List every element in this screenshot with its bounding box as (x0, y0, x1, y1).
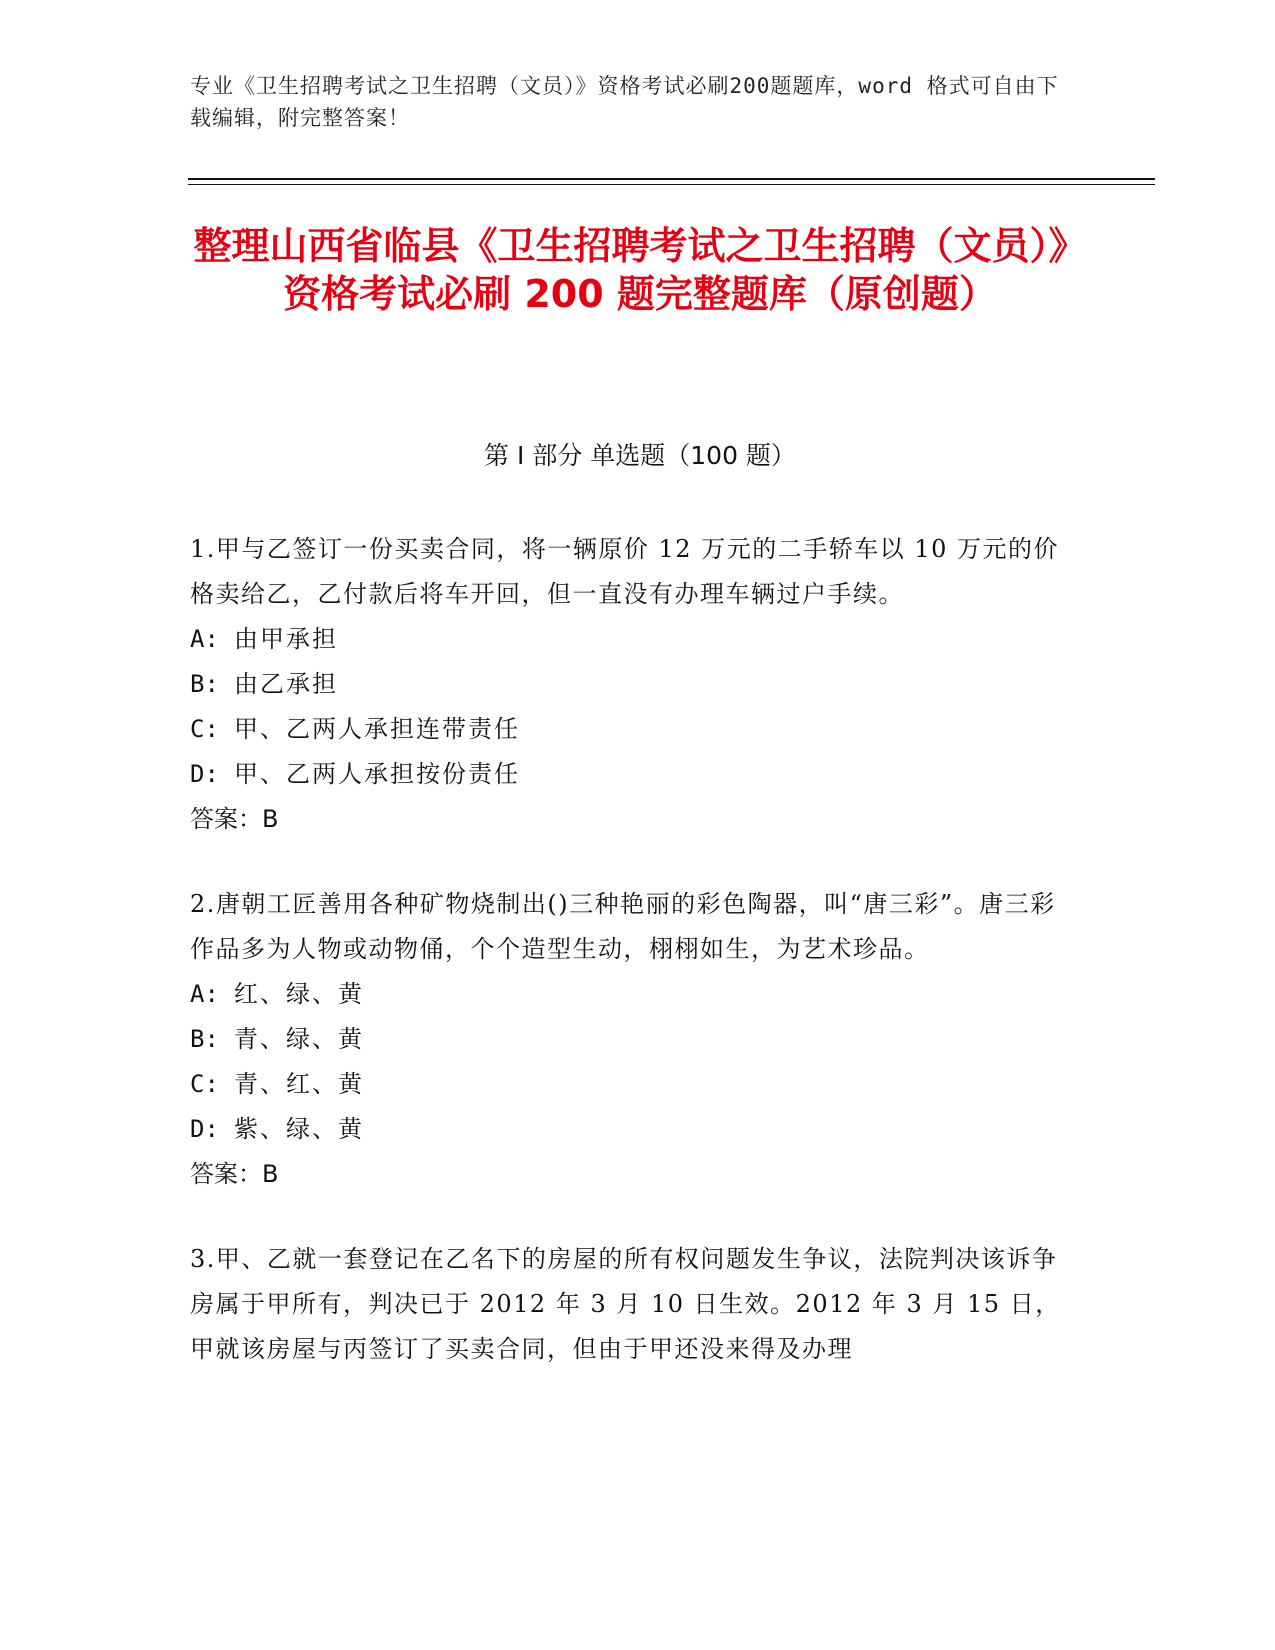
question-option (190, 707, 1070, 752)
question-option (190, 1062, 1070, 1107)
question-list (190, 527, 1070, 1412)
header-divider-thin (188, 184, 1155, 185)
question-stem: 2.唐朝工匠善用各种矿物烧制出()三种艳丽的彩色陶器，叫“唐三彩”。唐三彩作品多为人物或动物俑，个个造型生动，栩栩如生，为艺术珍品。 (190, 890, 1056, 963)
question-answer: 答案：B (190, 1160, 279, 1188)
option-text: 由甲承担 (234, 625, 338, 653)
option-text: 青、绿、黄 (234, 1025, 364, 1053)
question-item (190, 1237, 1070, 1372)
question-stem: 3.甲、乙就一套登记在乙名下的房屋的所有权问题发生争议，法院判决该诉争房属于甲所有，判决已于 2012 年 3 月 10 日生效。2012 年 3 月 15 日，甲就该房屋与丙签订了买卖合同，但由于甲还没来得及办理 (190, 1245, 1061, 1363)
question-answer: 答案：B (190, 805, 279, 833)
header-divider-thick (188, 178, 1155, 180)
option-text: 红、绿、黄 (234, 980, 364, 1008)
option-key: A: (190, 625, 219, 653)
option-text: 甲、乙两人承担按份责任 (234, 760, 520, 788)
question-item (190, 527, 1070, 842)
option-key: B: (190, 670, 219, 698)
question-option (190, 972, 1070, 1017)
option-key: C: (190, 715, 219, 743)
option-text: 由乙承担 (234, 670, 338, 698)
section-title: 第 I 部分 单选题（100 题） (484, 441, 796, 470)
option-key: D: (190, 760, 219, 788)
question-item (190, 882, 1070, 1197)
question-option (190, 1017, 1070, 1062)
option-key: A: (190, 980, 219, 1008)
document-title: 整理山西省临县《卫生招聘考试之卫生招聘（文员）》资格考试必刷 200 题完整题库（原创题） (193, 224, 1087, 316)
document-header-note: 专业《卫生招聘考试之卫生招聘（文员）》资格考试必刷200题题库，word 格式可自由下载编辑，附完整答案！ (190, 74, 1059, 130)
option-key: B: (190, 1025, 219, 1053)
option-key: D: (190, 1115, 219, 1143)
question-option (190, 752, 1070, 797)
option-key: C: (190, 1070, 219, 1098)
option-text: 青、红、黄 (234, 1070, 364, 1098)
question-option (190, 617, 1070, 662)
question-stem: 1.甲与乙签订一份买卖合同，将一辆原价 12 万元的二手轿车以 10 万元的价格卖给乙，乙付款后将车开回，但一直没有办理车辆过户手续。 (190, 535, 1059, 608)
question-option (190, 1107, 1070, 1152)
option-text: 甲、乙两人承担连带责任 (234, 715, 520, 743)
question-option (190, 662, 1070, 707)
option-text: 紫、绿、黄 (234, 1115, 364, 1143)
